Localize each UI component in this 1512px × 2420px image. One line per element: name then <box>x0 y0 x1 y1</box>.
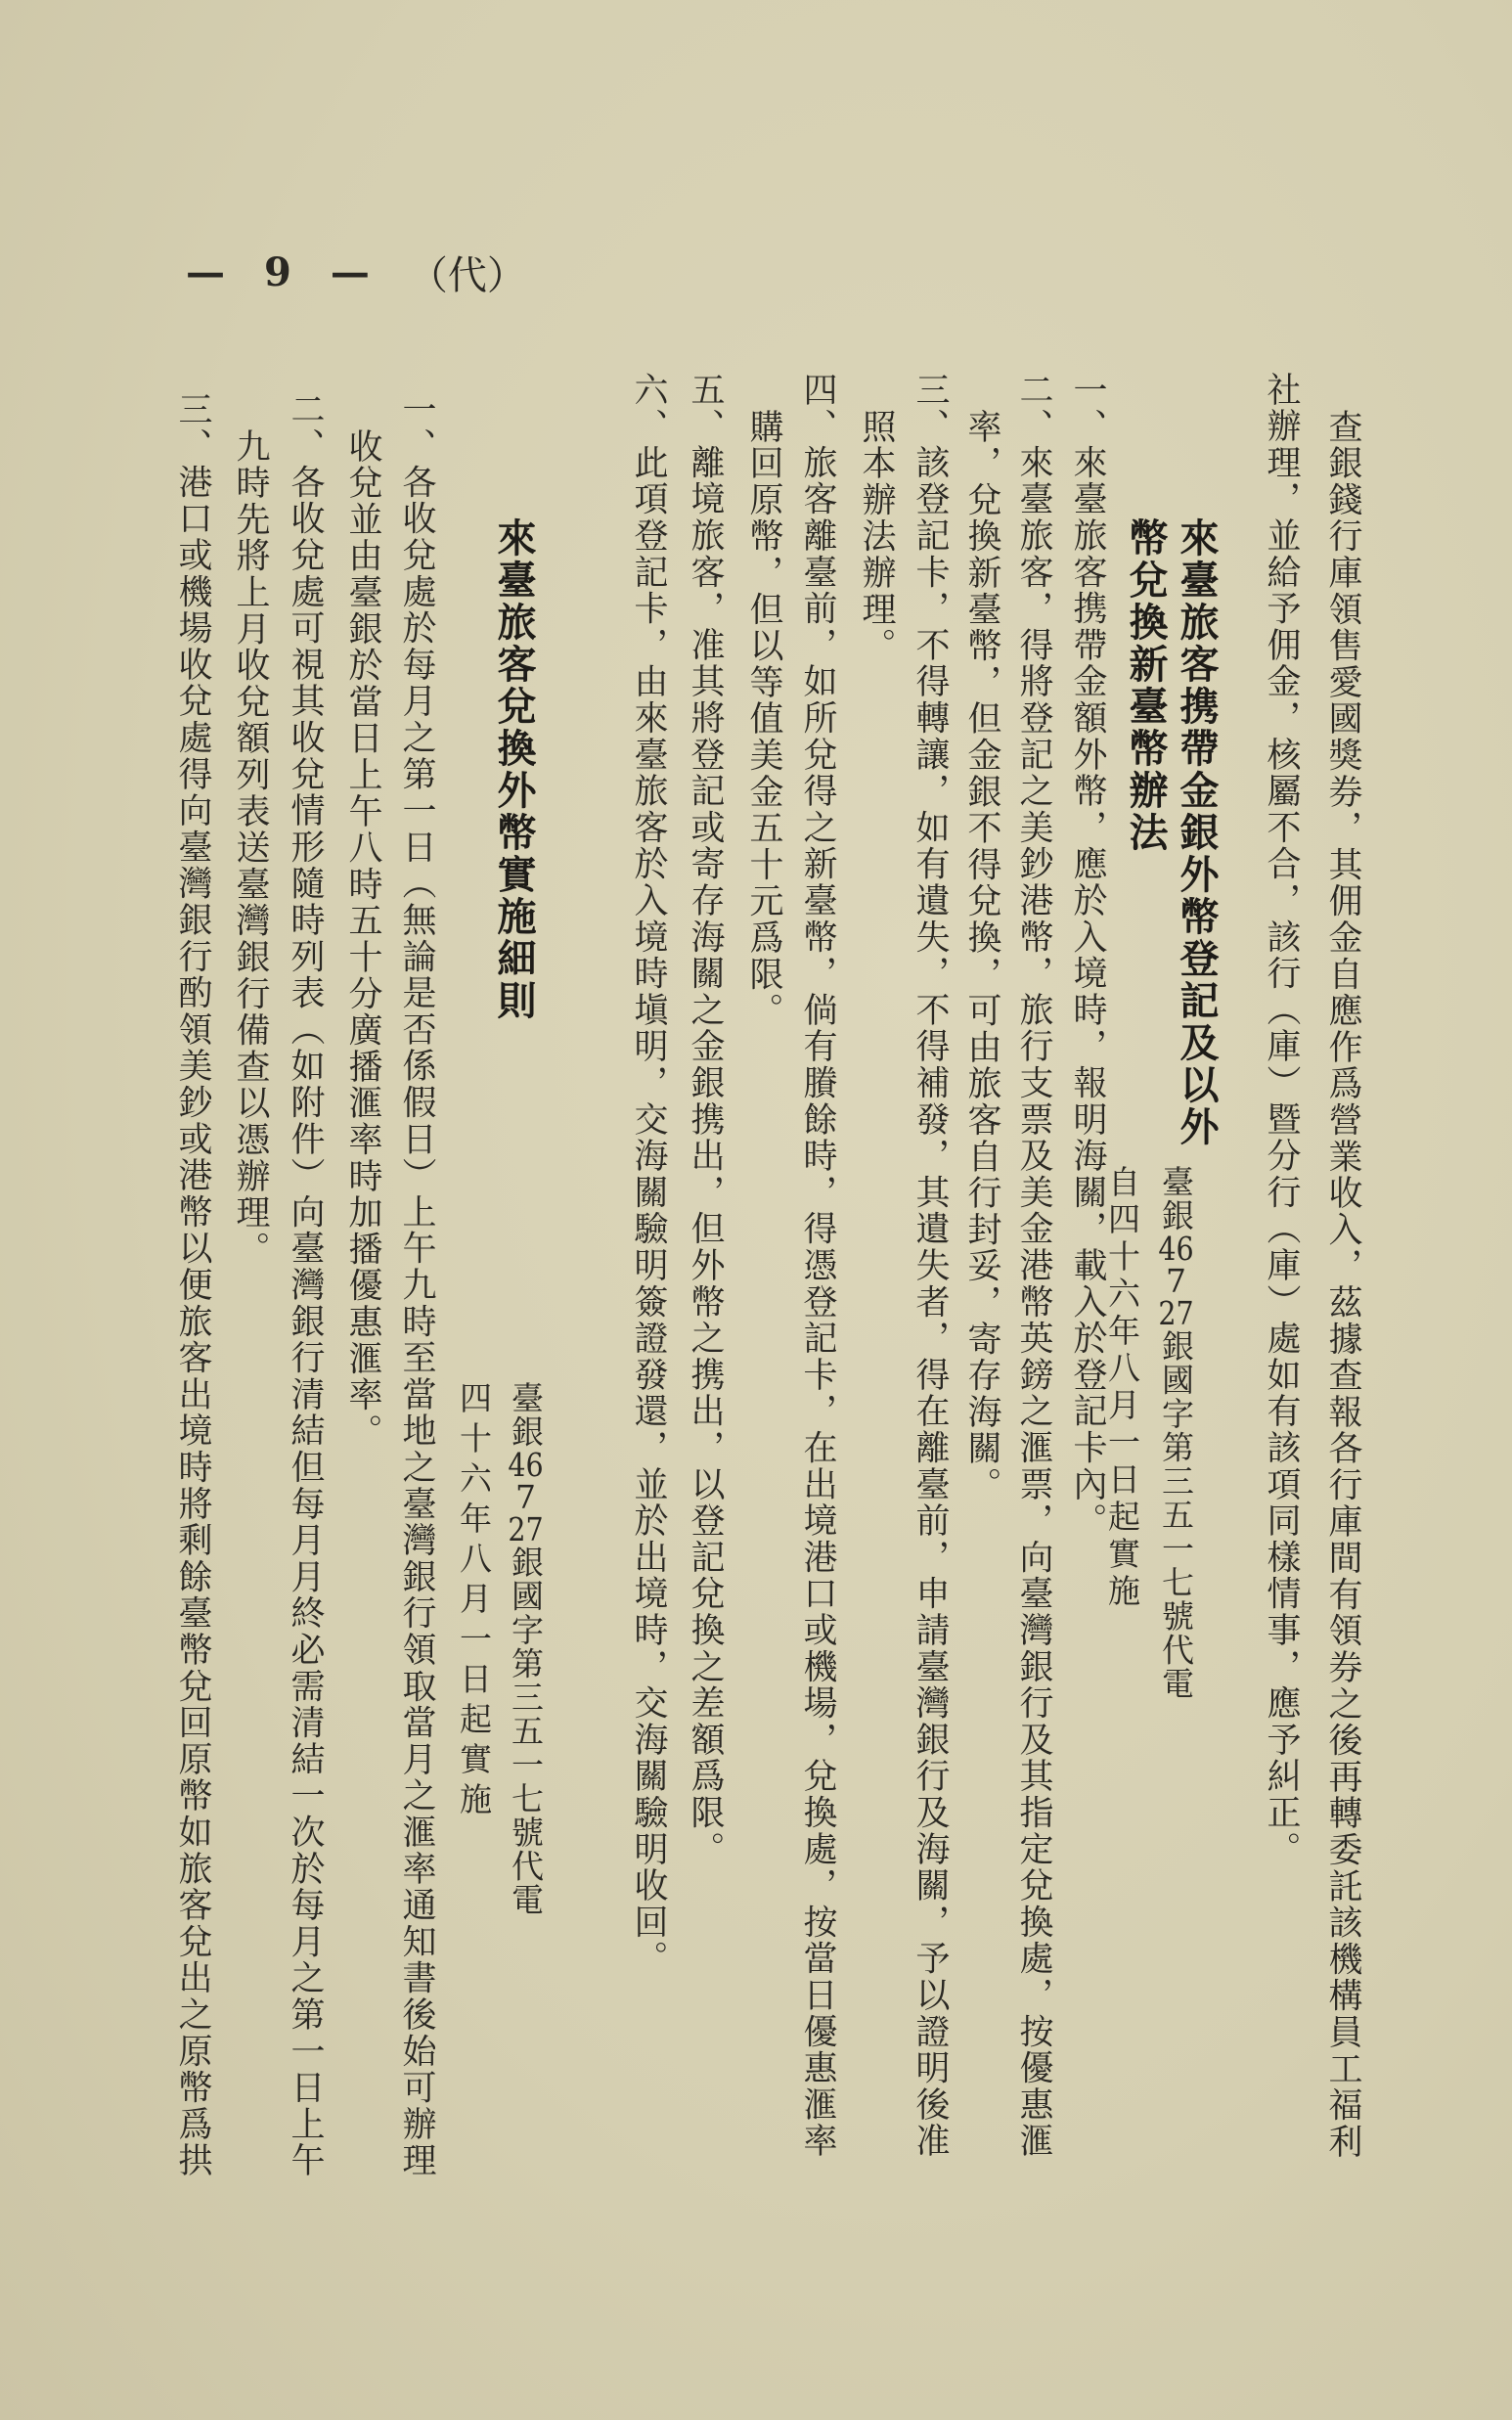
section2-effective-date: 四十六年八月一日起實施 <box>455 1381 493 1822</box>
section1-effective-date: 自四十六年八月一日起實施 <box>1103 1165 1141 1611</box>
reference-suffix: 銀國字第三五一七號代電 <box>507 1546 545 1917</box>
reference-num: 27 <box>1158 1297 1194 1329</box>
page-number: 9 <box>264 249 291 295</box>
section1-item-4-cont: 購回原幣，但以等值美金五十元爲限。 <box>744 409 783 1030</box>
page-header <box>186 245 526 300</box>
section1-title-line-2: 幣兌換新臺幣辦法 <box>1123 517 1169 854</box>
reference-num: 7 <box>515 1481 536 1513</box>
section1-item-2-cont: 率，兌換新臺幣，但金銀不得兌換，可由旅客自行封妥，寄存海關。 <box>962 409 1001 1503</box>
section1-item-6: 六、此項登記卡，由來臺旅客於入境時塡明，交海關驗明簽證發還，並於出境時，交海關驗明收回。 <box>629 372 668 1978</box>
reference-num: 46 <box>1158 1232 1194 1265</box>
section2-item-3: 三、港口或機場收兌處得向臺灣銀行酌領美鈔或港幣以便旅客出境時將剩餘臺幣兌回原幣如旅客兌出之原幣爲拱 <box>173 391 212 2179</box>
reference-num: 46 <box>508 1449 544 1481</box>
section1-item-2: 二、來臺旅客，得將登記之美鈔港幣，旅行支票及美金港幣英鎊之滙票，向臺灣銀行及其指定兌換處，按優惠滙 <box>1014 372 1053 2160</box>
section1-item-5: 五、離境旅客，准其將登記或寄存海關之金銀携出，但外幣之携出，以登記兌換之差額爲限。 <box>686 372 725 1868</box>
reference-prefix: 臺銀 <box>1157 1165 1195 1232</box>
section2-item-2-cont: 九時先將上月收兌額列表送臺灣銀行備查以憑辦理。 <box>231 428 270 1268</box>
continuation-line-2: 社辦理，並給予佣金，核屬不合，該行（庫）暨分行（庫）處如有該項同樣情事，應予糾正。 <box>1262 372 1301 1868</box>
dash-left: — <box>186 249 225 295</box>
reference-num: 27 <box>508 1513 544 1546</box>
reference-prefix: 臺銀 <box>507 1381 545 1449</box>
reference-num: 7 <box>1166 1265 1186 1297</box>
section2-title: 來臺旅客兌換外幣實施細則 <box>491 517 537 1022</box>
section1-item-3: 三、該登記卡，不得轉讓，如有遺失，不得補發，其遺失者，得在離臺前，申請臺灣銀行及海關，予以證明後准 <box>911 372 950 2160</box>
section2-item-1: 一、各收兌處於每月之第一日（無論是否係假日）上午九時至當地之臺灣銀行領取當月之滙率通知書後始可辦理 <box>397 391 436 2179</box>
continuation-line-1: 查銀錢行庫領售愛國獎券，其佣金自應作爲營業收入，茲據查報各行庫間有領券之後再轉委託該機構員工福利 <box>1323 409 1362 2161</box>
section2-reference <box>507 1381 544 1917</box>
section2-item-2: 二、各收兌處可視其收兌情形隨時列表（如附件）向臺灣銀行清結但每月月終必需清結一次於每月之第一日上午 <box>286 391 325 2179</box>
section1-item-4: 四、旅客離臺前，如所兌得之新臺幣，倘有賸餘時，得憑登記卡，在出境港口或機場，兌換處，按當日優惠滙率 <box>798 372 837 2160</box>
page-label: （代） <box>408 253 526 298</box>
section2-item-1-cont: 收兌並由臺銀於當日上午八時五十分廣播滙率時加播優惠滙率。 <box>343 428 382 1451</box>
section1-reference <box>1157 1165 1194 1701</box>
reference-suffix: 銀國字第三五一七號代電 <box>1157 1329 1195 1701</box>
section1-item-1: 一、來臺旅客携帶金額外幣，應於入境時，報明海關，載入於登記卡內。 <box>1068 372 1107 1540</box>
section1-title-line-1: 來臺旅客携帶金銀外幣登記及以外 <box>1174 517 1220 1148</box>
dash-right: — <box>330 249 370 295</box>
section1-item-3-cont: 照本辦法辦理。 <box>857 409 896 665</box>
